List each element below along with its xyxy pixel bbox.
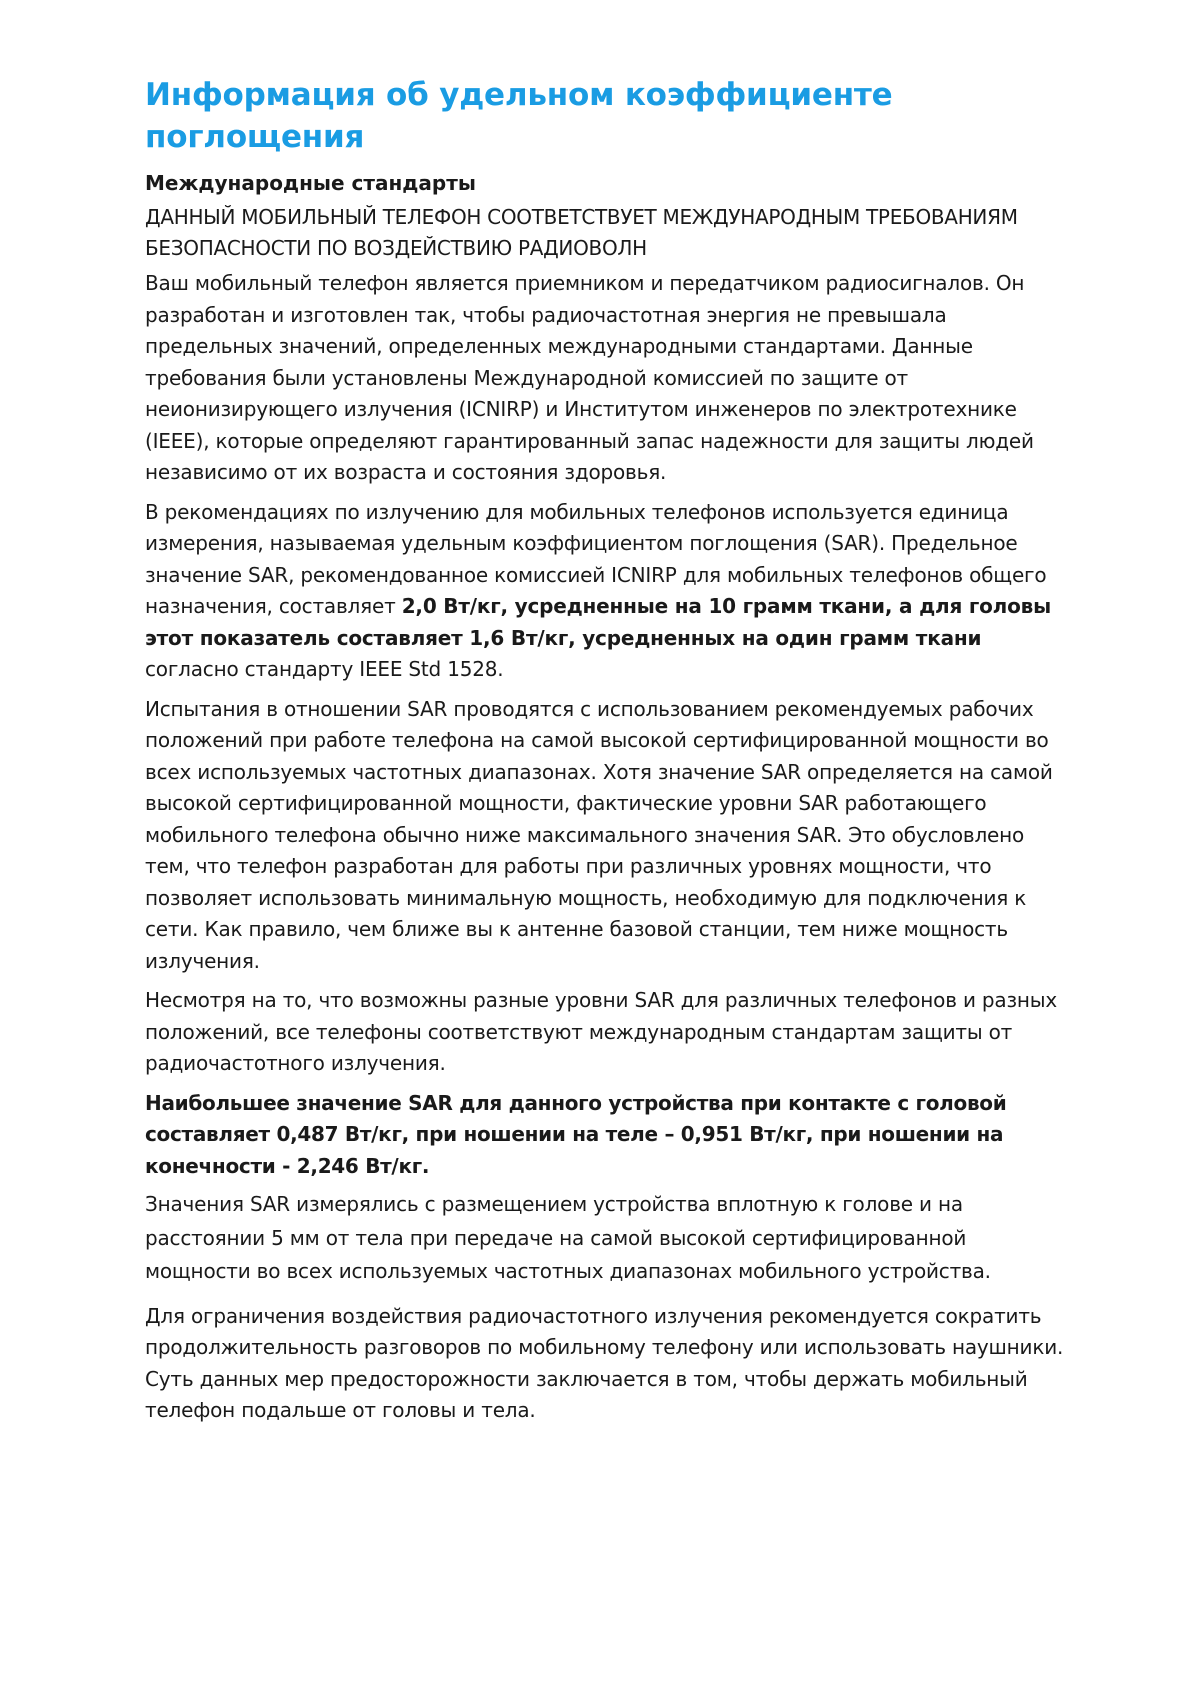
- paragraph-sar-limits: [145, 497, 1067, 686]
- page-title: Информация об удельном коэффициенте поглощения: [145, 77, 893, 155]
- sar-limits-bold: 2,0 Вт/кг, усредненные на 10 грамм ткани, а для головы этот показатель составляет 1,6 Вт/кг, усредненных на один грамм ткани: [145, 594, 1052, 650]
- highest-sar-values: Наибольшее значение SAR для данного устройства при контакте с головой составляет 0,487 Вт/кг, при ношении на теле – 0,951 Вт/кг, при ношении на конечности - 2,246 Вт/кг.: [145, 1090, 1007, 1178]
- sar-limits-text-after: согласно стандарту IEEE Std 1528.: [145, 657, 504, 681]
- paragraph-testing: Испытания в отношении SAR проводятся с использованием рекомендуемых рабочих положений при работе телефона на самой высокой сертифицированной мощности во всех используемых частотных диапазонах. Хотя значение SAR определяется на самой высокой сертифицированной мощности, фактические уровни SAR работающего мобильного телефона обычно ниже максимального значения SAR. Это обусловлено тем, что телефон разработан для работы при различных уровнях мощности, что позволяет использовать минимальную мощность, необходимую для подключения к сети. Как правило, чем ближе вы к антенне базовой станции, тем ниже мощность излучения.: [145, 696, 1053, 973]
- paragraph-intro: Ваш мобильный телефон является приемником и передатчиком радиосигналов. Он разработан и изготовлен так, чтобы радиочастотная энергия не превышала предельных значений, определенных международными стандартами. Данные требования были установлены Международной комиссией по защите от неионизирующего излучения (ICNIRP) и Институтом инженеров по электротехнике (IEEE), которые определяют гарантированный запас надежности для защиты людей независимо от их возраста и состояния здоровья.: [145, 271, 1034, 484]
- section-subtitle: Международные стандарты: [145, 171, 476, 195]
- document-page: [145, 74, 1067, 1435]
- paragraph-measurement: Значения SAR измерялись с размещением устройства вплотную к голове и на расстоянии 5 мм от тела при передаче на самой высокой сертифицированной мощности во всех используемых частотных диапазонах мобильного устройства.: [145, 1192, 991, 1283]
- paragraph-compliance: Несмотря на то, что возможны разные уровни SAR для различных телефонов и разных положений, все телефоны соответствуют международным стандартам защиты от радиочастотного излучения.: [145, 988, 1058, 1075]
- paragraph-precautions: Для ограничения воздействия радиочастотного излучения рекомендуется сократить продолжительность разговоров по мобильному телефону или использовать наушники. Суть данных мер предосторожности заключается в том, чтобы держать мобильный телефон подальше от головы и тела.: [145, 1303, 1064, 1422]
- compliance-notice: ДАННЫЙ МОБИЛЬНЫЙ ТЕЛЕФОН СООТВЕТСТВУЕТ МЕЖДУНАРОДНЫМ ТРЕБОВАНИЯМ БЕЗОПАСНОСТИ ПО ВОЗДЕЙСТВИЮ РАДИОВОЛН: [145, 205, 1018, 260]
- sar-limits-text-before: В рекомендациях по излучению для мобильных телефонов используется единица измерения, называемая удельным коэффициентом поглощения (SAR). Предельное значение SAR, рекомендованное комиссией ICNIRP для мобильных телефонов общего назначения, составляет: [145, 499, 1047, 618]
